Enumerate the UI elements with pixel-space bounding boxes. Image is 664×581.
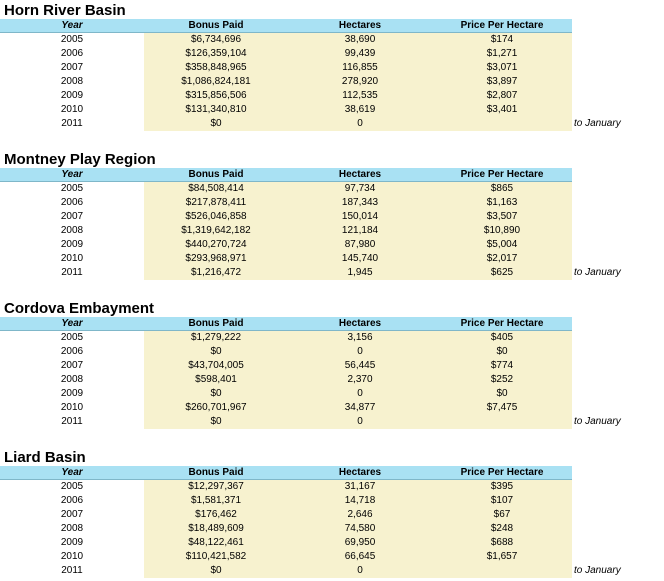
section-title: Cordova Embayment <box>4 300 155 317</box>
price-column-header: Price Per Hectare <box>460 20 544 31</box>
year-cell: 2007 <box>60 211 84 222</box>
price-per-hectare-cell: $405 <box>490 332 514 343</box>
bonus-column-header: Bonus Paid <box>188 318 244 329</box>
price-per-hectare-cell: $248 <box>490 523 514 534</box>
period-note: to January <box>574 416 621 427</box>
price-per-hectare-cell: $7,475 <box>486 402 518 413</box>
hectares-column-header: Hectares <box>338 20 382 31</box>
price-column-header: Price Per Hectare <box>460 318 544 329</box>
table-row <box>0 266 664 280</box>
basin-section <box>0 298 664 429</box>
hectares-cell: 0 <box>357 388 363 399</box>
header-row <box>0 19 664 33</box>
price-per-hectare-cell: $1,163 <box>486 197 518 208</box>
price-column-header: Price Per Hectare <box>460 467 544 478</box>
table-row <box>0 373 664 387</box>
bonus-column-header: Bonus Paid <box>188 169 244 180</box>
price-per-hectare-cell: $2,017 <box>486 253 518 264</box>
bonus-column-header: Bonus Paid <box>188 20 244 31</box>
bonus-paid-cell: $1,581,371 <box>190 495 242 506</box>
bonus-paid-cell: $0 <box>210 416 222 427</box>
year-cell: 2007 <box>60 62 84 73</box>
hectares-cell: 2,646 <box>347 509 373 520</box>
bonus-paid-cell: $1,319,642,182 <box>181 225 251 236</box>
year-cell: 2008 <box>60 225 84 236</box>
table-row <box>0 564 664 578</box>
hectares-column-header: Hectares <box>338 318 382 329</box>
bonus-paid-cell: $315,856,506 <box>185 90 247 101</box>
bonus-paid-cell: $293,968,971 <box>185 253 247 264</box>
price-per-hectare-cell <box>432 117 572 131</box>
year-cell: 2008 <box>60 76 84 87</box>
table-body <box>0 182 664 280</box>
year-cell: 2010 <box>60 402 84 413</box>
price-per-hectare-cell: $774 <box>490 360 514 371</box>
hectares-cell: 187,343 <box>341 197 379 208</box>
section-title: Horn River Basin <box>4 2 126 19</box>
year-column-header: Year <box>61 169 83 180</box>
hectares-cell: 278,920 <box>341 76 379 87</box>
year-cell: 2011 <box>61 118 83 129</box>
bonus-paid-cell: $0 <box>210 565 222 576</box>
year-cell: 2005 <box>60 481 84 492</box>
year-cell: 2011 <box>61 267 83 278</box>
year-cell: 2010 <box>60 551 84 562</box>
bonus-paid-cell: $12,297,367 <box>188 481 244 492</box>
hectares-cell: 0 <box>357 346 363 357</box>
bonus-paid-cell: $6,734,696 <box>190 34 242 45</box>
hectares-cell: 31,167 <box>344 481 376 492</box>
year-cell: 2006 <box>60 495 84 506</box>
hectares-cell: 74,580 <box>344 523 376 534</box>
header-row <box>0 317 664 331</box>
period-note: to January <box>574 565 621 576</box>
table-row <box>0 75 664 89</box>
period-note: to January <box>574 267 621 278</box>
year-cell: 2009 <box>60 239 84 250</box>
table-row <box>0 359 664 373</box>
bonus-paid-cell: $260,701,967 <box>185 402 247 413</box>
bonus-paid-cell: $1,216,472 <box>190 267 242 278</box>
hectares-cell: 112,535 <box>342 90 378 101</box>
year-cell: 2011 <box>61 565 83 576</box>
basin-section <box>0 447 664 578</box>
hectares-cell: 97,734 <box>344 183 376 194</box>
table-row <box>0 182 664 196</box>
year-cell: 2008 <box>60 523 84 534</box>
section-title: Montney Play Region <box>4 151 156 168</box>
price-per-hectare-cell: $0 <box>496 388 508 399</box>
year-cell: 2009 <box>60 388 84 399</box>
table-row <box>0 103 664 117</box>
hectares-cell: 2,370 <box>347 374 373 385</box>
hectares-cell: 121,184 <box>341 225 379 236</box>
table-row <box>0 47 664 61</box>
bonus-paid-cell: $48,122,461 <box>188 537 244 548</box>
hectares-cell: 0 <box>357 565 363 576</box>
year-cell: 2011 <box>61 416 83 427</box>
year-cell: 2007 <box>60 360 84 371</box>
hectares-cell: 0 <box>357 118 363 129</box>
year-column-header: Year <box>61 20 83 31</box>
table-row <box>0 331 664 345</box>
table-row <box>0 480 664 494</box>
table-row <box>0 401 664 415</box>
year-cell: 2007 <box>60 509 84 520</box>
price-per-hectare-cell: $688 <box>490 537 514 548</box>
bonus-paid-cell: $43,704,005 <box>188 360 244 371</box>
year-column-header: Year <box>61 467 83 478</box>
hectares-cell: 34,877 <box>344 402 376 413</box>
year-cell: 2006 <box>60 48 84 59</box>
period-note: to January <box>574 118 621 129</box>
price-per-hectare-cell: $1,657 <box>486 551 518 562</box>
year-cell: 2005 <box>60 183 84 194</box>
year-cell: 2005 <box>60 34 84 45</box>
table-row <box>0 387 664 401</box>
price-per-hectare-cell: $107 <box>490 495 514 506</box>
price-per-hectare-cell: $10,890 <box>483 225 521 236</box>
hectares-cell: 116,855 <box>342 62 378 73</box>
year-column-header: Year <box>61 318 83 329</box>
price-per-hectare-cell: $67 <box>493 509 511 520</box>
price-per-hectare-cell <box>432 415 572 429</box>
price-per-hectare-cell <box>432 564 572 578</box>
header-row <box>0 168 664 182</box>
bonus-paid-cell: $18,489,609 <box>188 523 244 534</box>
table-row <box>0 252 664 266</box>
hectares-cell: 38,619 <box>344 104 376 115</box>
table-row <box>0 345 664 359</box>
bonus-paid-cell: $0 <box>210 346 222 357</box>
price-per-hectare-cell: $625 <box>490 267 514 278</box>
price-per-hectare-cell: $0 <box>496 346 508 357</box>
bonus-column-header: Bonus Paid <box>188 467 244 478</box>
table-row <box>0 196 664 210</box>
bonus-paid-cell: $358,848,965 <box>185 62 247 73</box>
year-cell: 2009 <box>60 537 84 548</box>
bonus-paid-cell: $176,462 <box>195 509 237 520</box>
price-per-hectare-cell: $3,897 <box>486 76 518 87</box>
table-row <box>0 536 664 550</box>
table-row <box>0 61 664 75</box>
year-cell: 2008 <box>60 374 84 385</box>
hectares-cell: 150,014 <box>341 211 379 222</box>
price-per-hectare-cell: $3,401 <box>486 104 518 115</box>
table-body <box>0 33 664 131</box>
table-body <box>0 480 664 578</box>
bonus-paid-cell: $526,046,858 <box>185 211 247 222</box>
basin-section <box>0 0 664 131</box>
table-row <box>0 224 664 238</box>
year-cell: 2006 <box>60 197 84 208</box>
bonus-paid-cell: $0 <box>210 118 222 129</box>
bonus-paid-cell: $0 <box>210 388 222 399</box>
bonus-paid-cell: $440,270,724 <box>185 239 247 250</box>
table-row <box>0 508 664 522</box>
price-per-hectare-cell: $252 <box>490 374 514 385</box>
table-row <box>0 33 664 47</box>
price-per-hectare-cell: $5,004 <box>486 239 518 250</box>
hectares-column-header: Hectares <box>338 169 382 180</box>
price-per-hectare-cell: $3,071 <box>486 62 518 73</box>
hectares-cell: 99,439 <box>344 48 376 59</box>
bonus-paid-cell: $1,086,824,181 <box>181 76 251 87</box>
year-cell: 2006 <box>60 346 84 357</box>
table-body <box>0 331 664 429</box>
hectares-cell: 38,690 <box>344 34 376 45</box>
hectares-cell: 3,156 <box>347 332 373 343</box>
price-per-hectare-cell: $865 <box>490 183 514 194</box>
bonus-paid-cell: $217,878,411 <box>185 197 247 208</box>
hectares-cell: 1,945 <box>347 267 373 278</box>
table-row <box>0 210 664 224</box>
year-cell: 2010 <box>60 253 84 264</box>
table-row <box>0 89 664 103</box>
price-per-hectare-cell: $174 <box>490 34 514 45</box>
section-title: Liard Basin <box>4 449 86 466</box>
table-row <box>0 117 664 131</box>
year-cell: 2009 <box>60 90 84 101</box>
table-row <box>0 494 664 508</box>
price-column-header: Price Per Hectare <box>460 169 544 180</box>
hectares-cell: 66,645 <box>344 551 376 562</box>
basin-section <box>0 149 664 280</box>
bonus-paid-cell: $131,340,810 <box>185 104 247 115</box>
hectares-cell: 87,980 <box>344 239 376 250</box>
price-per-hectare-cell: $395 <box>490 481 514 492</box>
table-row <box>0 550 664 564</box>
bonus-paid-cell: $110,421,582 <box>185 551 247 562</box>
table-row <box>0 415 664 429</box>
header-row <box>0 466 664 480</box>
hectares-cell: 145,740 <box>341 253 379 264</box>
table-row <box>0 238 664 252</box>
bonus-paid-cell: $84,508,414 <box>188 183 244 194</box>
bonus-paid-cell: $1,279,222 <box>190 332 242 343</box>
price-per-hectare-cell: $1,271 <box>486 48 518 59</box>
hectares-cell: 0 <box>357 416 363 427</box>
year-cell: 2010 <box>60 104 84 115</box>
hectares-cell: 56,445 <box>344 360 376 371</box>
hectares-cell: 69,950 <box>344 537 376 548</box>
bonus-paid-cell: $126,359,104 <box>185 48 247 59</box>
price-per-hectare-cell: $3,507 <box>486 211 518 222</box>
table-row <box>0 522 664 536</box>
year-cell: 2005 <box>60 332 84 343</box>
bonus-paid-cell: $598,401 <box>195 374 237 385</box>
price-per-hectare-cell: $2,807 <box>486 90 518 101</box>
hectares-column-header: Hectares <box>338 467 382 478</box>
hectares-cell: 14,718 <box>344 495 376 506</box>
